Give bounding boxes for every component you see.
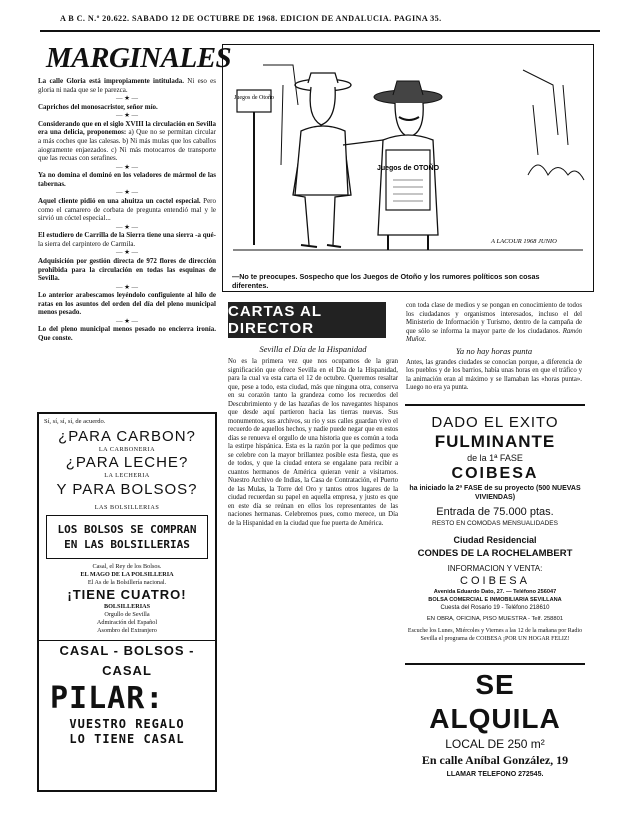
ad-line: Escuche los Lunes, Miércoles y Viernes a las 12 de la mañana por Radio Sevilla el programa de COIBESA ¡POR UN HOGAR FELIZ! [407,628,583,642]
marginales-item: El estudiero de Carrilla de la Sierra tiene una sierra -a qué- la sierra del carpintero de Carmila. [38,231,216,248]
ad-line: FULMINANTE [434,432,556,451]
marginales-item: Lo anterior arabescamos leyéndolo configuiente al hilo de ratas en los asuntos del orden del día del pleno municipal menos pesado. [38,291,216,317]
alquila-phone: LLAMAR TELEFONO 272545. [446,771,544,778]
ad-line: Asombro del Extranjero [97,627,157,634]
ad-line: Orgullo de Sevilla [104,611,150,618]
ad-line: Casal, el Rey de los Bolsos. [92,563,162,570]
marginales-item: Caprichos del monosacristor, señor mío. [38,102,158,111]
star-divider: — ★ — [115,283,139,291]
cartas-body: No es la primera vez que nos ocupamos de la gran significación que ofrece Sevilla en el Día de la Hispanidad, para la cual va esta carta el 12 de octubre. Queremos resaltar que, pese a todo, esta ciudad, más que ninguna otra, conserva en su corazón tanto la grandeza como los recuerdos del Descubrimiento y de las hazañas de los navegantes hispanos que desde aquí partieron hacia las tierras nuevas. Sus monumentos, sus archivos, su río y sus calles guardan vivo el recuerdo de aquellos hechos, y nadie puede negar que en estos días se renueva el orgullo de una historia que es común a toda la estirpe hispánica. Esta es la razón por la que pedimos que se celebre con la mayor brillantez posible esta fiesta, que es de todos, y que la ciudad entera se engalane para recibir a cuantos hermanos de América quieran venir a visitarnos. Nuestro Archivo de Indias, la Casa de Contratación, el Puerto de las Mulas, la Torre del Oro y tantos otros lugares de la ciudad recuerdan su papel en aquella empresa, y justo es que en este día se reúnan en ellos los representantes de las naciones hermanas. Celebremos pues, como merece, un Día de la Hispanidad en la ciudad que fue puerta de América. [228,358,398,527]
star-divider: — ★ — [115,95,139,103]
horas-punta-body: Antes, las grandes ciudades se conocían porque, a diferencia de los pueblos y de los barrios, había unas horas en que el tráfico y la animación eran al máximo y se llamaban las «horas punta». Luego no era ya punta. [406,358,582,391]
ad-line: Ciudad Residencial [453,535,537,545]
right-column-text [406,302,582,393]
ad-intro: Sí, sí, sí, sí, de acuerdo. [44,418,106,425]
alquila-address: En calle Aníbal González, 19 [421,753,569,767]
marginales-item: Lo del pleno municipal menos pesado no encierra ironía. Que conste. [38,325,216,343]
ad-line: El As de la Bolsillería nacional. [87,579,167,586]
marginales-item: Aquel cliente pidió en una ahuitza un coctel especial. Pero como el camarero de corbata de pregunta entendió mal y le sirvió un cóctel especial... [38,196,217,223]
coibesa-advertisement [406,414,584,643]
ad-line: CONDES DE LA ROCHELAMBERT [417,548,573,559]
cartoon-caption: —No te preocupes. Sospecho que los Juegos de Otoño y los rumores políticos son cosas diferentes. [232,272,540,290]
ad-question-leche: ¿PARA LECHE? [65,454,189,471]
ad-line: RESTO EN COMODAS MENSUALIDADES [432,520,558,527]
ad-line: BOLSA COMERCIAL E INMOBILIARIA SEVILLANA [428,597,562,603]
cartas-title: CARTAS AL DIRECTOR [228,302,386,338]
cartoon-drawing [223,45,592,270]
marginales-column [38,42,232,344]
ad-line: Entrada de 75.000 ptas. [436,506,554,518]
ad-answer-leche: LA LECHERIA [104,472,150,479]
ad-inner-box: LOS BOLSOS SE COMPRAN EN LAS BOLSILLERIAS [46,515,208,559]
ad-slogan: LO TIENE CASAL [69,732,185,746]
marginales-item: Ya no domina el dominó en los veladores de mármol de las tabernas. [38,171,216,188]
star-divider: — ★ — [115,223,139,231]
marginales-title: MARGINALES [46,42,232,74]
marginales-item: Adquisición por gestión directa de 972 flores de dirección prohibida para la circulación en todas las esquinas de Sevilla. [38,256,216,283]
casal-advertisement [37,412,217,792]
ad-line: Cuesta del Rosario 19 - Teléfono 218610 [440,605,550,611]
ad-tiene-cuatro: ¡TIENE CUATRO! [67,587,187,602]
header-rule [40,30,600,32]
ad-line: BOLSILLERIAS [103,603,151,610]
star-divider: — ★ — [115,189,139,197]
ad-question-carbon: ¿PARA CARBON? [58,428,196,445]
alquila-size: LOCAL DE 250 m² [445,737,545,751]
alquila-title: SE ALQUILA [429,669,561,734]
ad-answer-bolsos: LAS BOLSILLERIAS [94,504,160,511]
page-header: A B C. N.º 20.622. SABADO 12 DE OCTUBRE DE 1968. EDICION DE ANDALUCIA. PAGINA 35. [60,14,442,23]
se-alquila-advertisement [406,668,584,780]
ad-answer-carbon: LA CARBONERIA [98,446,156,453]
marginales-item: La calle Gloria está impropiamente intitulada. Ni eso es gloria ni nada que se le parezca. [38,77,217,94]
star-divider: — ★ — [115,249,139,257]
ad-pilar: PILAR: [50,681,165,716]
ad-line: INFORMACION Y VENTA: [447,564,543,573]
ad-slogan: VUESTRO REGALO [69,717,185,731]
star-divider: — ★ — [115,317,139,325]
ad-brand: CASAL - BOLSOS - CASAL [59,643,195,678]
ad-line: COIBESA [451,465,539,482]
star-divider: — ★ — [115,112,139,120]
ad-line: ha iniciado la 2ª FASE de su proyecto (500 NUEVAS VIVIENDAS) [409,485,581,501]
ad-line: EN OBRA, OFICINA, PISO MUESTRA - Telf. 258801 [426,616,564,622]
ad-line: Admiración del Español [96,619,158,626]
ad-line: Avenida Eduardo Dato, 27. — Teléfono 256047 [433,589,557,595]
cartas-column [228,344,398,528]
ad-question-bolsos: Y PARA BOLSOS? [56,481,198,498]
ad-line: de la 1ª FASE [467,453,523,463]
ad-line: COIBESA [460,575,530,587]
marginales-item: Considerando que en el siglo XVIII la circulación en Sevilla era una delicia, proponemos: a) Que no se permitan circular a más coches que las calesas. b) Ni más mulas que los caballos aiogramente enjaezados. c) Ni más motocarros de transporte que las recuas con serafines. [38,119,216,163]
star-divider: — ★ — [115,163,139,171]
sign-text: Juegos de Otoño [234,95,274,101]
cartoon-illustration [222,44,594,292]
ad-line: EL MAGO DE LA POLSILLERIA [80,571,174,578]
ad-line: DADO EL EXITO [431,414,559,431]
right-top-text: con toda clase de medios y se pongan en conocimiento de todos los ciudadanos y organismos interesados, incluso el del Ministerio de Información y Turismo, dentro de la campaña de que sólo se informa la mayor parte de los ciudadanos. Ramón Muñoz. [406,302,582,343]
cartas-subhead: Sevilla el Día de la Hispanidad [259,344,367,354]
newspaper-text: Juegos de OTOÑO [376,165,440,172]
horas-punta-subhead: Ya no hay horas punta [455,345,533,356]
alquila-rule [405,663,585,665]
cartoon-signature: A LACOUR 1968 JUNIO [491,238,557,245]
ad-rule [405,404,585,406]
